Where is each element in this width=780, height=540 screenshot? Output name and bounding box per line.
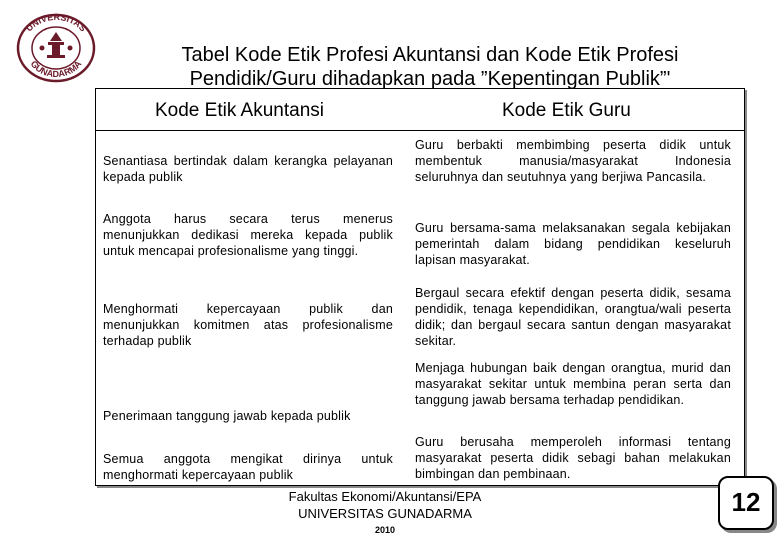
footer-year: 2010 (374, 525, 396, 535)
row-3-right-cell: Bergaul secara efektif dengan peserta didik, sesama pendidik, tenaga kependidikan, orangtua/wali peserta didik; dan bergaul secara santun dengan masyarakat sekitar. (415, 286, 731, 348)
header-divider (95, 130, 745, 131)
row-3-left-cell: Menghormati kepercayaan publik dan menunjukkan komitmen atas profesionalisme terhadap publik (103, 302, 393, 348)
row-1-left-cell: Senantiasa bertindak dalam kerangka pelayanan kepada publik (103, 154, 393, 184)
footer-university: UNIVERSITAS GUNADARMA (298, 506, 472, 521)
seal-lettering-bottom: GUNADARMA (28, 58, 84, 80)
university-seal-icon (14, 12, 98, 84)
row-5-right-cell: Guru berusaha memperoleh informasi tentang masyarakat peserta didik sebagi bahan melakukan bimbingan dan pembinaan. (415, 435, 731, 481)
row-2-left-cell: Anggota harus secara terus menerus menunjukkan dedikasi mereka kepada publik untuk mencapai profesionalisme yang tinggi. (103, 212, 393, 258)
header-kode-etik-akuntansi: Kode Etik Akuntansi (155, 100, 324, 121)
row-4-right-cell: Menjaga hubungan baik dengan orangtua, murid dan masyarakat sekitar untuk membina peran serta dan tanggung jawab bersama terhadap pendidikan. (415, 361, 731, 407)
row-5-left-cell: Semua anggota mengikat dirinya untuk menghormati kepercayaan publik (103, 452, 393, 482)
page-number: 12 (731, 487, 761, 517)
row-1-right-cell: Guru berbakti membimbing peserta didik untuk membentuk manusia/masyarakat Indonesia seluruhnya dan seutuhnya yang berjiwa Pancasila. (415, 138, 731, 184)
row-2-right-cell: Guru bersama-sama melaksanakan segala kebijakan pemerintah dalam bidang pendidikan keseluruh lapisan masyarakat. (415, 221, 731, 267)
seal-lettering-top: UNIVERSITAS (23, 12, 89, 34)
comparison-table (95, 88, 745, 488)
row-4-left-cell: Penerimaan tanggung jawab kepada publik (103, 409, 351, 423)
header-kode-etik-guru: Kode Etik Guru (502, 100, 631, 121)
footer (200, 488, 570, 538)
slide-title (160, 43, 700, 91)
title-line-1: Tabel Kode Etik Profesi Akuntansi dan Kode Etik Profesi (181, 44, 679, 66)
footer-faculty: Fakultas Ekonomi/Akuntansi/EPA (288, 489, 482, 504)
page-number-badge (718, 476, 774, 530)
title-line-2: Pendidik/Guru dihadapkan pada ”Kepentingan Publik”' (189, 68, 671, 90)
